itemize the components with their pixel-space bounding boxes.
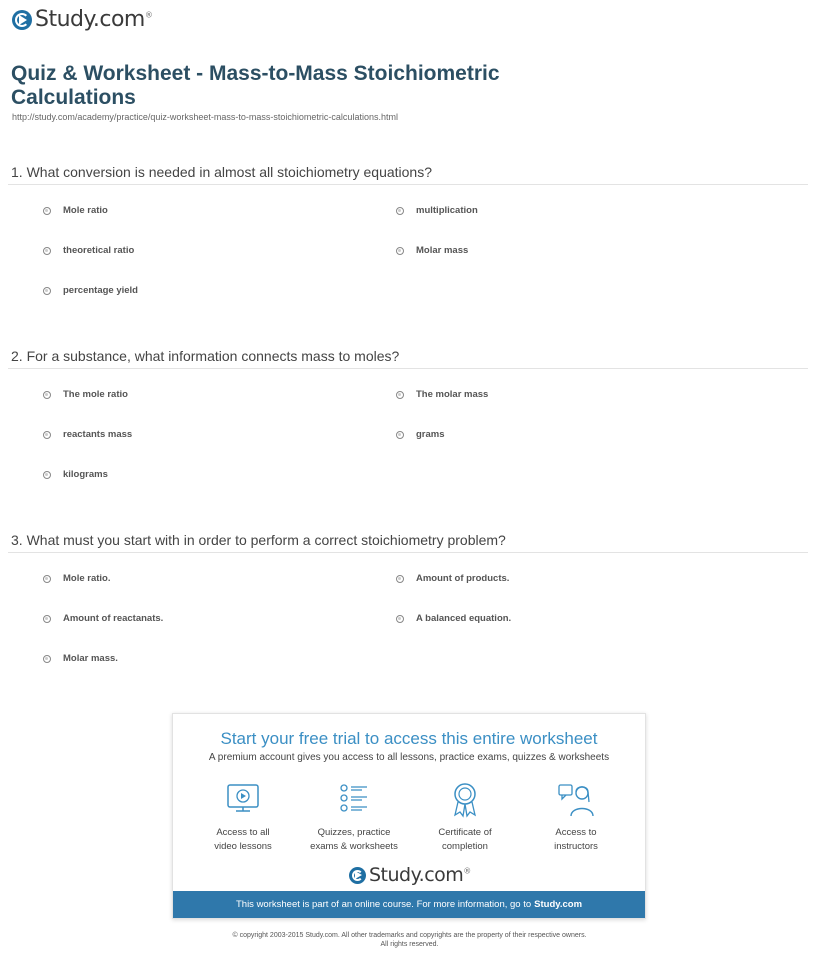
option-label: Mole ratio bbox=[63, 205, 108, 216]
question-text: 2. For a substance, what information connects mass to moles? bbox=[11, 348, 400, 364]
play-icon bbox=[349, 867, 366, 884]
answer-option[interactable] bbox=[43, 429, 132, 440]
free-trial-promo bbox=[172, 713, 646, 919]
answer-option[interactable] bbox=[43, 573, 111, 584]
question-text: 1. What conversion is needed in almost all stoichiometry equations? bbox=[11, 164, 432, 180]
feature-instructors bbox=[516, 782, 636, 854]
divider bbox=[8, 184, 808, 185]
instructor-icon bbox=[556, 782, 596, 818]
option-label: A balanced equation. bbox=[416, 613, 512, 624]
study-link[interactable]: Study.com bbox=[534, 899, 583, 910]
study-logo[interactable] bbox=[12, 7, 152, 32]
option-label: Mole ratio. bbox=[63, 573, 111, 584]
feature-label: Access to all video lessons bbox=[214, 827, 272, 852]
radio-icon[interactable] bbox=[43, 287, 51, 295]
quiz-list-icon bbox=[334, 782, 374, 818]
option-label: grams bbox=[416, 429, 445, 440]
promo-footer-text: This worksheet is part of an online course. For more information, go to bbox=[235, 899, 532, 910]
divider bbox=[8, 368, 808, 369]
video-lesson-icon bbox=[223, 782, 263, 818]
radio-icon[interactable] bbox=[43, 655, 51, 663]
answer-option[interactable] bbox=[43, 205, 108, 216]
radio-icon[interactable] bbox=[43, 575, 51, 583]
radio-icon[interactable] bbox=[396, 615, 404, 623]
radio-icon[interactable] bbox=[43, 207, 51, 215]
radio-icon[interactable] bbox=[396, 247, 404, 255]
option-label: kilograms bbox=[63, 469, 108, 480]
answer-option[interactable] bbox=[396, 429, 445, 440]
option-label: The mole ratio bbox=[63, 389, 128, 400]
play-icon bbox=[12, 10, 32, 30]
study-logo[interactable] bbox=[349, 864, 471, 886]
feature-label: Access to instructors bbox=[554, 827, 598, 852]
radio-icon[interactable] bbox=[396, 391, 404, 399]
radio-icon[interactable] bbox=[43, 471, 51, 479]
answer-option[interactable] bbox=[43, 613, 163, 624]
answer-option[interactable] bbox=[43, 389, 128, 400]
answer-option[interactable] bbox=[396, 245, 468, 256]
answer-option[interactable] bbox=[396, 205, 478, 216]
answer-option[interactable] bbox=[396, 389, 488, 400]
question-text: 3. What must you start with in order to perform a correct stoichiometry problem? bbox=[11, 532, 506, 548]
option-label: percentage yield bbox=[63, 285, 138, 296]
answer-option[interactable] bbox=[43, 469, 108, 480]
feature-quizzes bbox=[294, 782, 414, 854]
option-label: The molar mass bbox=[416, 389, 489, 400]
answer-option[interactable] bbox=[396, 613, 511, 624]
certificate-icon bbox=[445, 782, 485, 818]
radio-icon[interactable] bbox=[396, 431, 404, 439]
option-label: theoretical ratio bbox=[63, 245, 135, 256]
feature-label: Certificate of completion bbox=[438, 827, 492, 852]
logo-text: Study.com® bbox=[35, 7, 153, 32]
option-label: Molar mass. bbox=[63, 653, 118, 664]
promo-subtitle: A premium account gives you access to all lessons, practice exams, quizzes & worksheets bbox=[208, 752, 610, 763]
answer-option[interactable] bbox=[43, 653, 118, 664]
copyright-line: © copyright 2003-2015 Study.com. All other trademarks and copyrights are the property of their respective owners. bbox=[232, 932, 587, 939]
option-label: Amount of products. bbox=[416, 573, 510, 584]
radio-icon[interactable] bbox=[43, 431, 51, 439]
logo-text: Study.com® bbox=[369, 864, 471, 886]
answer-option[interactable] bbox=[43, 285, 138, 296]
radio-icon[interactable] bbox=[396, 207, 404, 215]
radio-icon[interactable] bbox=[43, 615, 51, 623]
page-title: Quiz & Worksheet - Mass-to-Mass Stoichiometric Calculations bbox=[11, 62, 500, 109]
feature-certificate bbox=[405, 782, 525, 854]
feature-video-lessons bbox=[183, 782, 303, 854]
answer-option[interactable] bbox=[396, 573, 509, 584]
feature-label: Quizzes, practice exams & worksheets bbox=[310, 827, 398, 852]
copyright-line: All rights reserved. bbox=[380, 941, 439, 948]
radio-icon[interactable] bbox=[396, 575, 404, 583]
divider bbox=[8, 552, 808, 553]
option-label: Amount of reactanats. bbox=[63, 613, 164, 624]
option-label: multiplication bbox=[416, 205, 478, 216]
page-url: http://study.com/academy/practice/quiz-worksheet-mass-to-mass-stoichiometric-calculations.html bbox=[12, 112, 398, 122]
promo-title[interactable]: Start your free trial to access this entire worksheet bbox=[220, 729, 598, 748]
option-label: reactants mass bbox=[63, 429, 133, 440]
radio-icon[interactable] bbox=[43, 391, 51, 399]
copyright bbox=[0, 931, 819, 949]
radio-icon[interactable] bbox=[43, 247, 51, 255]
answer-option[interactable] bbox=[43, 245, 134, 256]
promo-footer-bar bbox=[173, 891, 645, 918]
option-label: Molar mass bbox=[416, 245, 469, 256]
